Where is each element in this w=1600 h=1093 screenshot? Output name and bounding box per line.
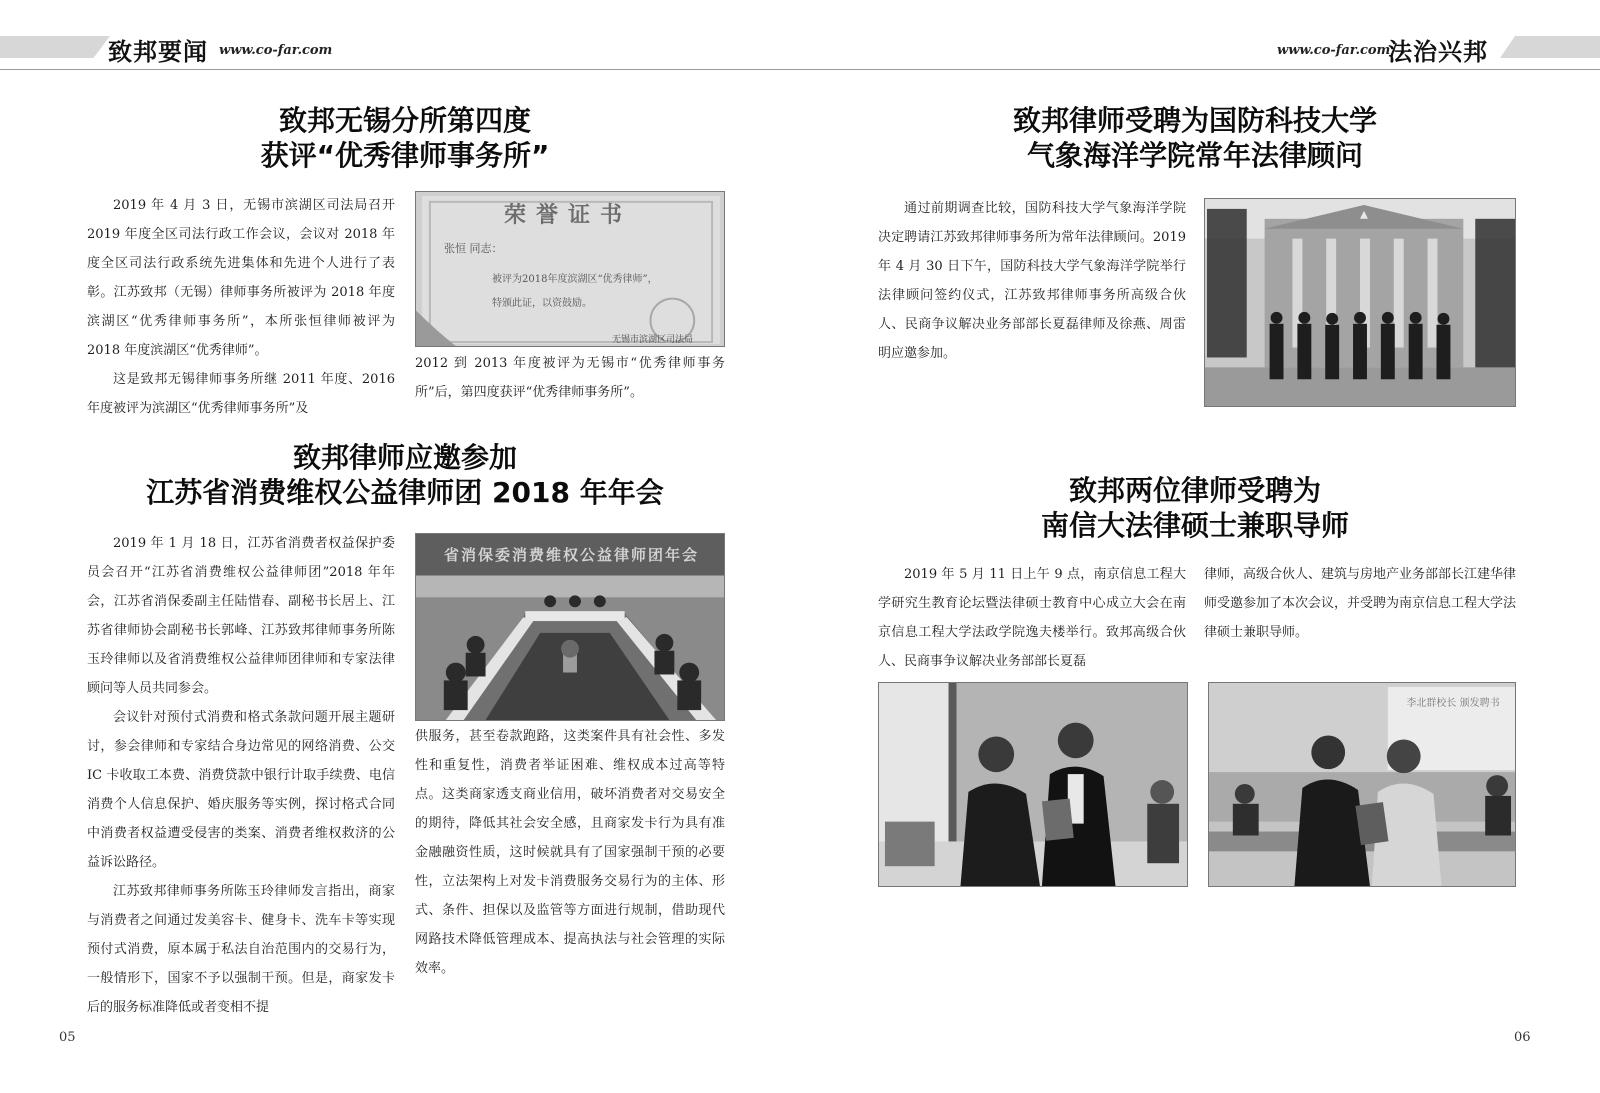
consumer-title-line1: 致邦律师应邀参加	[292, 441, 517, 474]
nuist-paragraph: 2019 年 5 月 11 日上午 9 点，南京信息工程大学研究生教育论坛暨法律硕士教育中心成立大会在南京信息工程大学法政学院逸夫楼举行。致邦高级合伙人、民商事争议解决业务部部长夏磊	[878, 567, 1186, 669]
certificate-photo	[415, 191, 725, 347]
certificate-note: 特颁此证，以资鼓励。	[492, 298, 592, 309]
nuist-text-left	[878, 560, 1186, 678]
defense-text	[878, 194, 1186, 372]
consumer-paragraph: 2019 年 1 月 18 日，江苏省消费者权益保护委员会召开“江苏省消费维权公益律师团”2018 年年会，江苏省消保委副主任陆惜春、副秘书长居上、江苏省律师协会副秘书长郭峰、江苏致邦律师事务所陈玉玲律师以及省消费维权公益律师团律师和专家法律顾问等人员共同参会。	[87, 536, 395, 696]
consumer-paragraph-continued: 供服务，甚至卷款跑路，这类案件具有社会性、多发性和重复性，消费者举证困难、维权成本过高等特点。这类商家透支商业信用，破坏消费者对交易安全的期待，降低其社会安全感，且商家发卡行为具有准金融融资性质，这时候就具有了国家强制干预的必要性，立法架构上对发卡消费服务交易行为的主体、形式、条件、担保以及监管等方面进行规制，借助现代网路技术降低管理成本、提高执法与社会管理的实际效率。	[415, 729, 725, 976]
header-bar-right	[1500, 36, 1600, 58]
wuxi-paragraph: 2019 年 4 月 3 日，无锡市滨湖区司法局召开 2019 年度全区司法行政工作会议，会议对 2018 年度全区司法行政系统先进集体和先进个人进行了表彰。江苏致邦（无锡）律师事务所被评为 2018 年度滨湖区“优秀律师事务所”，本所张恒律师被评为 2018 年度滨湖区“优秀律师”。	[87, 198, 395, 358]
header-bar-left	[0, 36, 110, 58]
right-website: www.co-far.com	[1277, 43, 1391, 58]
header-rule	[0, 69, 1600, 70]
wuxi-text-right	[415, 349, 725, 409]
certificate-issuer: 无锡市滨湖区司法局	[612, 335, 694, 345]
right-page-number: 06	[1514, 1030, 1531, 1045]
consumer-paragraph: 会议针对预付式消费和格式条款问题开展主题研讨，参会律师和专家结合身边常见的网络消费、公交 IC 卡收取工本费、消费贷款中银行计取手续费、电信消费个人信息保护、婚庆服务等实例，探讨格式合同中消费者权益遭受侵害的类案、消费者维权救济的公益诉讼路径。	[87, 710, 395, 870]
certificate-name: 张恒 同志：	[444, 242, 503, 255]
defense-title-line2: 气象海洋学院常年法律顾问	[1026, 139, 1363, 172]
consumer-title-line2: 江苏省消费维权公益律师团 2018 年年会	[146, 476, 664, 509]
consumer-text-right	[415, 722, 725, 986]
defense-title-line1: 致邦律师受聘为国防科技大学	[1012, 104, 1377, 137]
nuist-title-line1: 致邦两位律师受聘为	[1068, 474, 1321, 507]
consumer-text-left	[87, 529, 395, 1024]
defense-title	[880, 103, 1510, 173]
nuist-award-photo-2	[1208, 682, 1516, 887]
meeting-banner: 省消保委消费维权公益律师团年会	[444, 546, 700, 564]
wuxi-text-left	[87, 191, 395, 427]
wuxi-paragraph: 这是致邦无锡律师事务所继 2011 年度、2016 年度被评为滨湖区“优秀律师事务所”及	[87, 372, 395, 416]
consumer-paragraph: 江苏致邦律师事务所陈玉玲律师发言指出，商家与消费者之间通过发美容卡、健身卡、洗车卡等实现预付式消费，原本属于私法自治范围内的交易行为，一般情形下，国家不予以强制干预。但是，商家发卡后的服务标准降低或者变相不提	[87, 884, 395, 1015]
right-section-title: 法治兴邦	[1388, 38, 1488, 66]
wuxi-paragraph-continued: 2012 到 2013 年度被评为无锡市“优秀律师事务所”后，第四度获评“优秀律师事务所”。	[415, 356, 725, 400]
certificate-award: 被评为2018年度滨湖区“优秀律师”，	[492, 274, 658, 285]
consumer-title	[90, 440, 720, 510]
nuist-award-sign: 李北群校长 颁发聘书	[1406, 698, 1500, 709]
wuxi-title-line1: 致邦无锡分所第四度	[278, 104, 531, 137]
defense-signing-photo	[1204, 198, 1516, 407]
nuist-text-right	[1204, 560, 1516, 650]
left-website: www.co-far.com	[219, 43, 333, 58]
nuist-paragraph-continued: 律师，高级合伙人、建筑与房地产业务部部长江建华律师受邀参加了本次会议，并受聘为南京信息工程大学法律硕士兼职导师。	[1204, 567, 1516, 640]
meeting-photo	[415, 533, 725, 721]
wuxi-title	[90, 103, 720, 173]
left-page-number: 05	[59, 1030, 76, 1045]
nuist-title	[880, 473, 1510, 543]
wuxi-title-line2: 获评“优秀律师事务所”	[260, 139, 550, 172]
certificate-heading: 荣誉证书	[504, 202, 633, 228]
nuist-award-photo-1	[878, 682, 1188, 887]
nuist-title-line2: 南信大法律硕士兼职导师	[1040, 509, 1349, 542]
defense-paragraph: 通过前期调查比较，国防科技大学气象海洋学院决定聘请江苏致邦律师事务所为常年法律顾问。2019 年 4 月 30 日下午，国防科技大学气象海洋学院举行法律顾问签约仪式，江苏致邦律师事务所高级合伙人、民商争议解决业务部部长夏磊律师及徐燕、周雷明应邀参加。	[878, 201, 1186, 361]
left-section-title: 致邦要闻	[108, 38, 208, 66]
